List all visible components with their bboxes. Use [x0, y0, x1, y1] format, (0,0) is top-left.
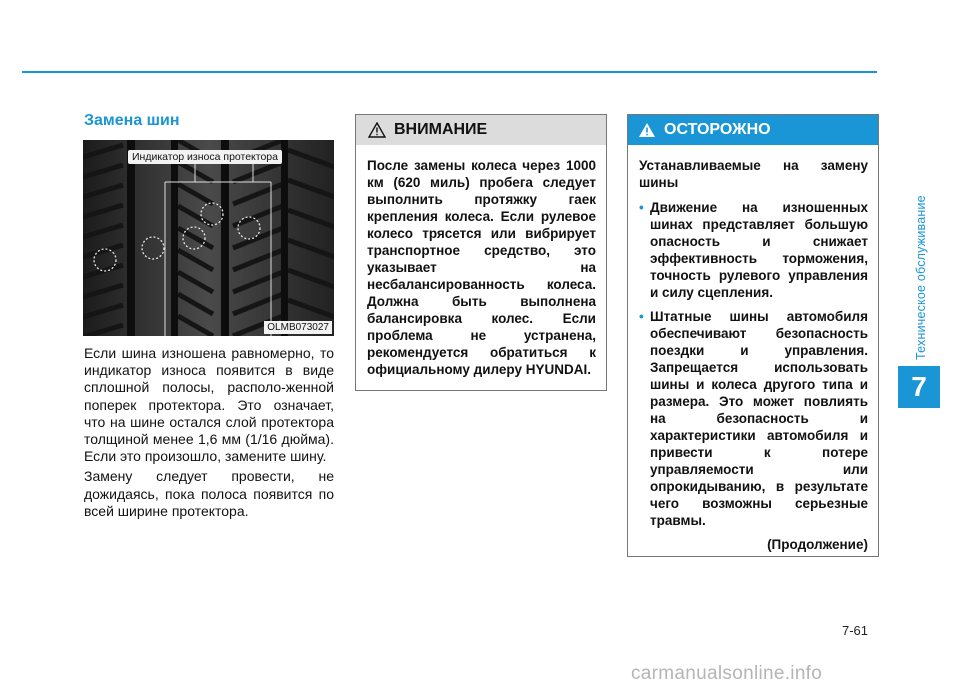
- caution-bullet-text: Штатные шины автомобиля обеспечивают безопасность поездки и управления. Запрещается использовать шины и колеса другого типа и размера. Это может повлиять на безопасность и характеристики автомобиля и привести к потере управляемости или опрокидыванию, в результате чего возможны серьезные травмы.: [650, 309, 868, 528]
- bullet-icon: •: [639, 200, 644, 215]
- page-number: 7-61: [842, 623, 869, 638]
- side-title-text: Техническое обслуживание: [914, 195, 928, 360]
- caution-list: [639, 199, 868, 529]
- bullet-icon: •: [639, 309, 644, 324]
- tire-tread-figure: [83, 140, 334, 336]
- chapter-tab: 7: [898, 366, 940, 408]
- warning-header: [356, 115, 606, 145]
- body-paragraph: Если шина изношена равномерно, то индикатор износа появится в виде сплошной полосы, располо-женной поперек протектора. Это означает, что на шине остался слой протектора толщиной менее 1,6 мм (1/16 дюйма). Если это произошло, замените шину.: [84, 345, 334, 465]
- list-item: [639, 199, 868, 301]
- warning-box: [355, 114, 607, 391]
- header-rule: [22, 71, 877, 73]
- warning-text: После замены колеса через 1000 км (620 миль) пробега следует выполнить протяжку гаек крепления колеса. Если рулевое колесо трясется или вибрирует транспортное средство, это указывает на несбалансированность колеса. Должна быть выполнена балансировка колес. Если проблема не устранена, рекомендуется обратиться к официальному дилеру HYUNDAI.: [367, 158, 596, 377]
- tire-tread-image: [83, 140, 334, 336]
- watermark: carmanualsonline.info: [631, 663, 823, 684]
- caution-title: ОСТОРОЖНО: [664, 121, 771, 138]
- figure-code: OLMB073027: [264, 321, 332, 334]
- caution-intro: Устанавливаемые на замену шины: [639, 158, 868, 190]
- body-text: [84, 345, 334, 523]
- warning-triangle-outline-icon: [368, 122, 386, 138]
- body-paragraph: Замену следует провести, не дожидаясь, пока полоса появится по всей ширине протектора.: [84, 468, 334, 519]
- list-item: [639, 308, 868, 529]
- section-title: Замена шин: [84, 112, 180, 129]
- continued-label: (Продолжение): [767, 537, 868, 552]
- caution-box: [627, 114, 879, 557]
- caution-bullet-text: Движение на изношенных шинах представляет большую опасность и снижает эффективность торможения, точность рулевого управления и силу сцепления.: [650, 200, 868, 300]
- figure-label: Индикатор износа протектора: [128, 150, 282, 164]
- warning-triangle-filled-icon: [638, 122, 656, 138]
- warning-title: ВНИМАНИЕ: [394, 121, 488, 138]
- caution-header: [628, 115, 878, 145]
